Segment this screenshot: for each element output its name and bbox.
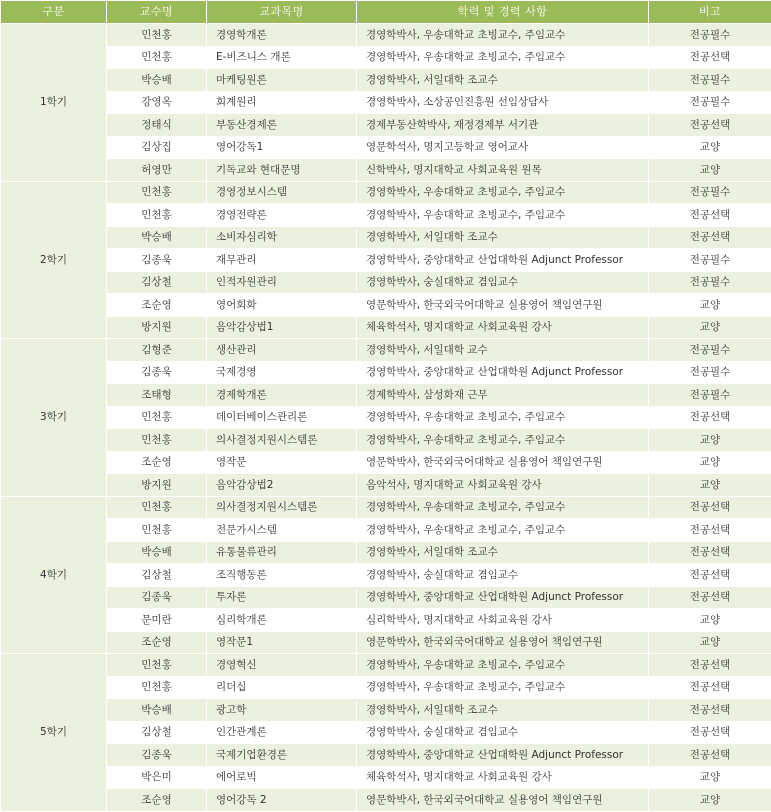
professor-cell: 조순영 bbox=[107, 789, 207, 812]
career-cell: 경영학박사, 우송대학교 초빙교수, 주임교수 bbox=[357, 654, 649, 677]
subject-cell: 광고학 bbox=[207, 699, 357, 722]
table-row bbox=[1, 384, 771, 407]
professor-cell: 문미란 bbox=[107, 609, 207, 632]
career-cell: 경영학박사, 숭실대학교 겸임교수 bbox=[357, 271, 649, 294]
professor-cell: 박승배 bbox=[107, 699, 207, 722]
professor-cell: 김종욱 bbox=[107, 744, 207, 767]
table-row bbox=[1, 159, 771, 182]
note-cell: 전공선택 bbox=[649, 114, 771, 137]
subject-cell: 경영혁신 bbox=[207, 654, 357, 677]
subject-cell: 유통물류관리 bbox=[207, 541, 357, 564]
note-cell: 교양 bbox=[649, 789, 771, 812]
career-cell: 경영학박사, 중앙대학교 산업대학원 Adjunct Professor bbox=[357, 744, 649, 767]
career-cell: 경영학박사, 중앙대학교 산업대학원 Adjunct Professor bbox=[357, 586, 649, 609]
table-row bbox=[1, 699, 771, 722]
note-cell: 교양 bbox=[649, 451, 771, 474]
career-cell: 경영학박사, 숭실대학교 겸임교수 bbox=[357, 721, 649, 744]
subject-cell: 국제기업환경론 bbox=[207, 744, 357, 767]
note-cell: 교양 bbox=[649, 136, 771, 159]
career-cell: 영문학박사, 한국외국어대학교 실용영어 책임연구원 bbox=[357, 451, 649, 474]
table-row bbox=[1, 406, 771, 429]
career-cell: 경영학박사, 우송대학교 초빙교수, 주임교수 bbox=[357, 181, 649, 204]
career-cell: 경영학박사, 우송대학교 초빙교수, 주임교수 bbox=[357, 204, 649, 227]
professor-cell: 김종욱 bbox=[107, 586, 207, 609]
table-row bbox=[1, 46, 771, 69]
professor-cell: 박승배 bbox=[107, 69, 207, 92]
table-body bbox=[1, 24, 771, 812]
note-cell: 교양 bbox=[649, 609, 771, 632]
subject-cell: 심리학개론 bbox=[207, 609, 357, 632]
professor-cell: 민천홍 bbox=[107, 406, 207, 429]
subject-cell: 경영정보시스템 bbox=[207, 181, 357, 204]
subject-cell: 마케팅원론 bbox=[207, 69, 357, 92]
table-row bbox=[1, 316, 771, 339]
career-cell: 신학박사, 명지대학교 사회교육원 원목 bbox=[357, 159, 649, 182]
subject-cell: 조직행동론 bbox=[207, 564, 357, 587]
table-row bbox=[1, 744, 771, 767]
note-cell: 교양 bbox=[649, 429, 771, 452]
subject-cell: 음악감상법2 bbox=[207, 474, 357, 497]
career-cell: 경영학박사, 서일대학 조교수 bbox=[357, 699, 649, 722]
semester-label: 3학기 bbox=[1, 339, 107, 497]
career-cell: 경영학박사, 우송대학교 초빙교수, 주임교수 bbox=[357, 406, 649, 429]
professor-cell: 민천홍 bbox=[107, 429, 207, 452]
table-row bbox=[1, 361, 771, 384]
table-row bbox=[1, 631, 771, 654]
table-row bbox=[1, 24, 771, 47]
subject-cell: 인간관계론 bbox=[207, 721, 357, 744]
table-row bbox=[1, 136, 771, 159]
career-cell: 경영학박사, 서일대학 조교수 bbox=[357, 541, 649, 564]
table-row bbox=[1, 91, 771, 114]
career-cell: 경영학박사, 중앙대학교 산업대학원 Adjunct Professor bbox=[357, 361, 649, 384]
note-cell: 전공선택 bbox=[649, 204, 771, 227]
note-cell: 전공선택 bbox=[649, 586, 771, 609]
professor-cell: 정태식 bbox=[107, 114, 207, 137]
table-row bbox=[1, 69, 771, 92]
note-cell: 전공필수 bbox=[649, 384, 771, 407]
note-cell: 전공선택 bbox=[649, 744, 771, 767]
career-cell: 경제학박사, 삼성화재 근무 bbox=[357, 384, 649, 407]
table-row bbox=[1, 676, 771, 699]
note-cell: 전공선택 bbox=[649, 654, 771, 677]
table-row bbox=[1, 451, 771, 474]
career-cell: 심리학박사, 명지대학교 사회교육원 강사 bbox=[357, 609, 649, 632]
professor-cell: 박승배 bbox=[107, 541, 207, 564]
header-row bbox=[1, 1, 771, 24]
career-cell: 경영학박사, 서일대학 조교수 bbox=[357, 226, 649, 249]
professor-cell: 민천홍 bbox=[107, 496, 207, 519]
note-cell: 교양 bbox=[649, 766, 771, 789]
career-cell: 경영학박사, 소상공인진흥원 선임상담사 bbox=[357, 91, 649, 114]
note-cell: 전공선택 bbox=[649, 406, 771, 429]
subject-cell: 경제학개론 bbox=[207, 384, 357, 407]
professor-cell: 조순영 bbox=[107, 451, 207, 474]
subject-cell: 국제경영 bbox=[207, 361, 357, 384]
table-row bbox=[1, 294, 771, 317]
career-cell: 경영학박사, 서일대학 교수 bbox=[357, 339, 649, 362]
note-cell: 교양 bbox=[649, 159, 771, 182]
professor-cell: 김상집 bbox=[107, 136, 207, 159]
table-row bbox=[1, 249, 771, 272]
table-row bbox=[1, 789, 771, 812]
table-row bbox=[1, 541, 771, 564]
note-cell: 전공선택 bbox=[649, 226, 771, 249]
subject-cell: 회계원리 bbox=[207, 91, 357, 114]
professor-cell: 허영만 bbox=[107, 159, 207, 182]
professor-cell: 조태형 bbox=[107, 384, 207, 407]
table-row bbox=[1, 339, 771, 362]
table-row bbox=[1, 609, 771, 632]
semester-label: 5학기 bbox=[1, 654, 107, 812]
subject-cell: 경영전략론 bbox=[207, 204, 357, 227]
note-cell: 교양 bbox=[649, 474, 771, 497]
table-row bbox=[1, 474, 771, 497]
table-row bbox=[1, 496, 771, 519]
career-cell: 경영학박사, 우송대학교 초빙교수, 주임교수 bbox=[357, 496, 649, 519]
table-row bbox=[1, 519, 771, 542]
subject-cell: 경영학개론 bbox=[207, 24, 357, 47]
professor-cell: 김상철 bbox=[107, 564, 207, 587]
subject-cell: 음악감상법1 bbox=[207, 316, 357, 339]
subject-cell: 재무관리 bbox=[207, 249, 357, 272]
note-cell: 전공선택 bbox=[649, 676, 771, 699]
professor-cell: 민천홍 bbox=[107, 24, 207, 47]
header-career: 학력 및 경력 사항 bbox=[357, 1, 649, 24]
professor-cell: 김상철 bbox=[107, 721, 207, 744]
table-row bbox=[1, 226, 771, 249]
career-cell: 체육학석사, 명지대학교 사회교육원 강사 bbox=[357, 316, 649, 339]
subject-cell: 인적자원관리 bbox=[207, 271, 357, 294]
career-cell: 경영학박사, 중앙대학교 산업대학원 Adjunct Professor bbox=[357, 249, 649, 272]
subject-cell: 영작문1 bbox=[207, 631, 357, 654]
header-professor: 교수명 bbox=[107, 1, 207, 24]
professor-cell: 민천홍 bbox=[107, 46, 207, 69]
table-row bbox=[1, 429, 771, 452]
subject-cell: 전문가시스템 bbox=[207, 519, 357, 542]
subject-cell: 에어로빅 bbox=[207, 766, 357, 789]
table-row bbox=[1, 654, 771, 677]
career-cell: 경영학박사, 우송대학교 초빙교수, 주임교수 bbox=[357, 46, 649, 69]
career-cell: 영문학박사, 한국외국어대학교 실용영어 책임연구원 bbox=[357, 631, 649, 654]
table-row bbox=[1, 721, 771, 744]
professor-cell: 김종욱 bbox=[107, 361, 207, 384]
professor-cell: 민천홍 bbox=[107, 519, 207, 542]
professor-cell: 김형준 bbox=[107, 339, 207, 362]
subject-cell: 소비자심리학 bbox=[207, 226, 357, 249]
subject-cell: 영어회화 bbox=[207, 294, 357, 317]
professor-cell: 김상철 bbox=[107, 271, 207, 294]
semester-label: 4학기 bbox=[1, 496, 107, 654]
professor-cell: 민천홍 bbox=[107, 676, 207, 699]
table-row bbox=[1, 586, 771, 609]
semester-label: 1학기 bbox=[1, 24, 107, 182]
subject-cell: 데이터베이스관리론 bbox=[207, 406, 357, 429]
note-cell: 전공선택 bbox=[649, 541, 771, 564]
career-cell: 음악석사, 명지대학교 사회교육원 강사 bbox=[357, 474, 649, 497]
note-cell: 전공필수 bbox=[649, 361, 771, 384]
career-cell: 경영학박사, 숭실대학교 겸임교수 bbox=[357, 564, 649, 587]
professor-cell: 민천홍 bbox=[107, 181, 207, 204]
subject-cell: 의사결정지원시스템론 bbox=[207, 496, 357, 519]
professor-cell: 강영옥 bbox=[107, 91, 207, 114]
note-cell: 전공선택 bbox=[649, 721, 771, 744]
table-row bbox=[1, 114, 771, 137]
professor-cell: 조순영 bbox=[107, 294, 207, 317]
professor-cell: 민천홍 bbox=[107, 204, 207, 227]
career-cell: 경제부동산학박사, 재정경제부 서기관 bbox=[357, 114, 649, 137]
subject-cell: 리더십 bbox=[207, 676, 357, 699]
note-cell: 전공선택 bbox=[649, 564, 771, 587]
career-cell: 경영학박사, 우송대학교 초빙교수, 주임교수 bbox=[357, 24, 649, 47]
note-cell: 전공필수 bbox=[649, 24, 771, 47]
career-cell: 영문학박사, 한국외국어대학교 실용영어 책임연구원 bbox=[357, 789, 649, 812]
note-cell: 교양 bbox=[649, 294, 771, 317]
subject-cell: 영작문 bbox=[207, 451, 357, 474]
note-cell: 전공필수 bbox=[649, 181, 771, 204]
subject-cell: 투자론 bbox=[207, 586, 357, 609]
career-cell: 경영학박사, 우송대학교 초빙교수, 주임교수 bbox=[357, 519, 649, 542]
note-cell: 전공선택 bbox=[649, 496, 771, 519]
header-subject: 교과목명 bbox=[207, 1, 357, 24]
table-row bbox=[1, 181, 771, 204]
table-row bbox=[1, 204, 771, 227]
career-cell: 영문학박사, 한국외국어대학교 실용영어 책임연구원 bbox=[357, 294, 649, 317]
professor-cell: 민천홍 bbox=[107, 654, 207, 677]
note-cell: 전공선택 bbox=[649, 46, 771, 69]
note-cell: 전공선택 bbox=[649, 699, 771, 722]
note-cell: 전공필수 bbox=[649, 271, 771, 294]
note-cell: 교양 bbox=[649, 631, 771, 654]
professor-cell: 방지원 bbox=[107, 316, 207, 339]
career-cell: 경영학박사, 우송대학교 초빙교수, 주임교수 bbox=[357, 676, 649, 699]
semester-label: 2학기 bbox=[1, 181, 107, 339]
note-cell: 전공필수 bbox=[649, 91, 771, 114]
note-cell: 전공필수 bbox=[649, 339, 771, 362]
subject-cell: 의사결정지원시스템론 bbox=[207, 429, 357, 452]
career-cell: 경영학박사, 서일대학 조교수 bbox=[357, 69, 649, 92]
career-cell: 체육학석사, 명지대학교 사회교육원 강사 bbox=[357, 766, 649, 789]
table-row bbox=[1, 271, 771, 294]
header-note: 비고 bbox=[649, 1, 771, 24]
professor-cell: 조순영 bbox=[107, 631, 207, 654]
subject-cell: E-비즈니스 개론 bbox=[207, 46, 357, 69]
note-cell: 전공필수 bbox=[649, 249, 771, 272]
professor-cell: 박승배 bbox=[107, 226, 207, 249]
header-category: 구분 bbox=[1, 1, 107, 24]
subject-cell: 부동산경제론 bbox=[207, 114, 357, 137]
subject-cell: 영어강독 2 bbox=[207, 789, 357, 812]
note-cell: 교양 bbox=[649, 316, 771, 339]
table-row bbox=[1, 564, 771, 587]
subject-cell: 생산관리 bbox=[207, 339, 357, 362]
professor-cell: 박은미 bbox=[107, 766, 207, 789]
career-cell: 영문학석사, 명지고등학교 영어교사 bbox=[357, 136, 649, 159]
subject-cell: 영어강독1 bbox=[207, 136, 357, 159]
note-cell: 전공선택 bbox=[649, 519, 771, 542]
professor-cell: 김종욱 bbox=[107, 249, 207, 272]
note-cell: 전공필수 bbox=[649, 69, 771, 92]
table-row bbox=[1, 766, 771, 789]
professor-cell: 방지원 bbox=[107, 474, 207, 497]
career-cell: 경영학박사, 우송대학교 초빙교수, 주임교수 bbox=[357, 429, 649, 452]
subject-cell: 기독교와 현대문명 bbox=[207, 159, 357, 182]
